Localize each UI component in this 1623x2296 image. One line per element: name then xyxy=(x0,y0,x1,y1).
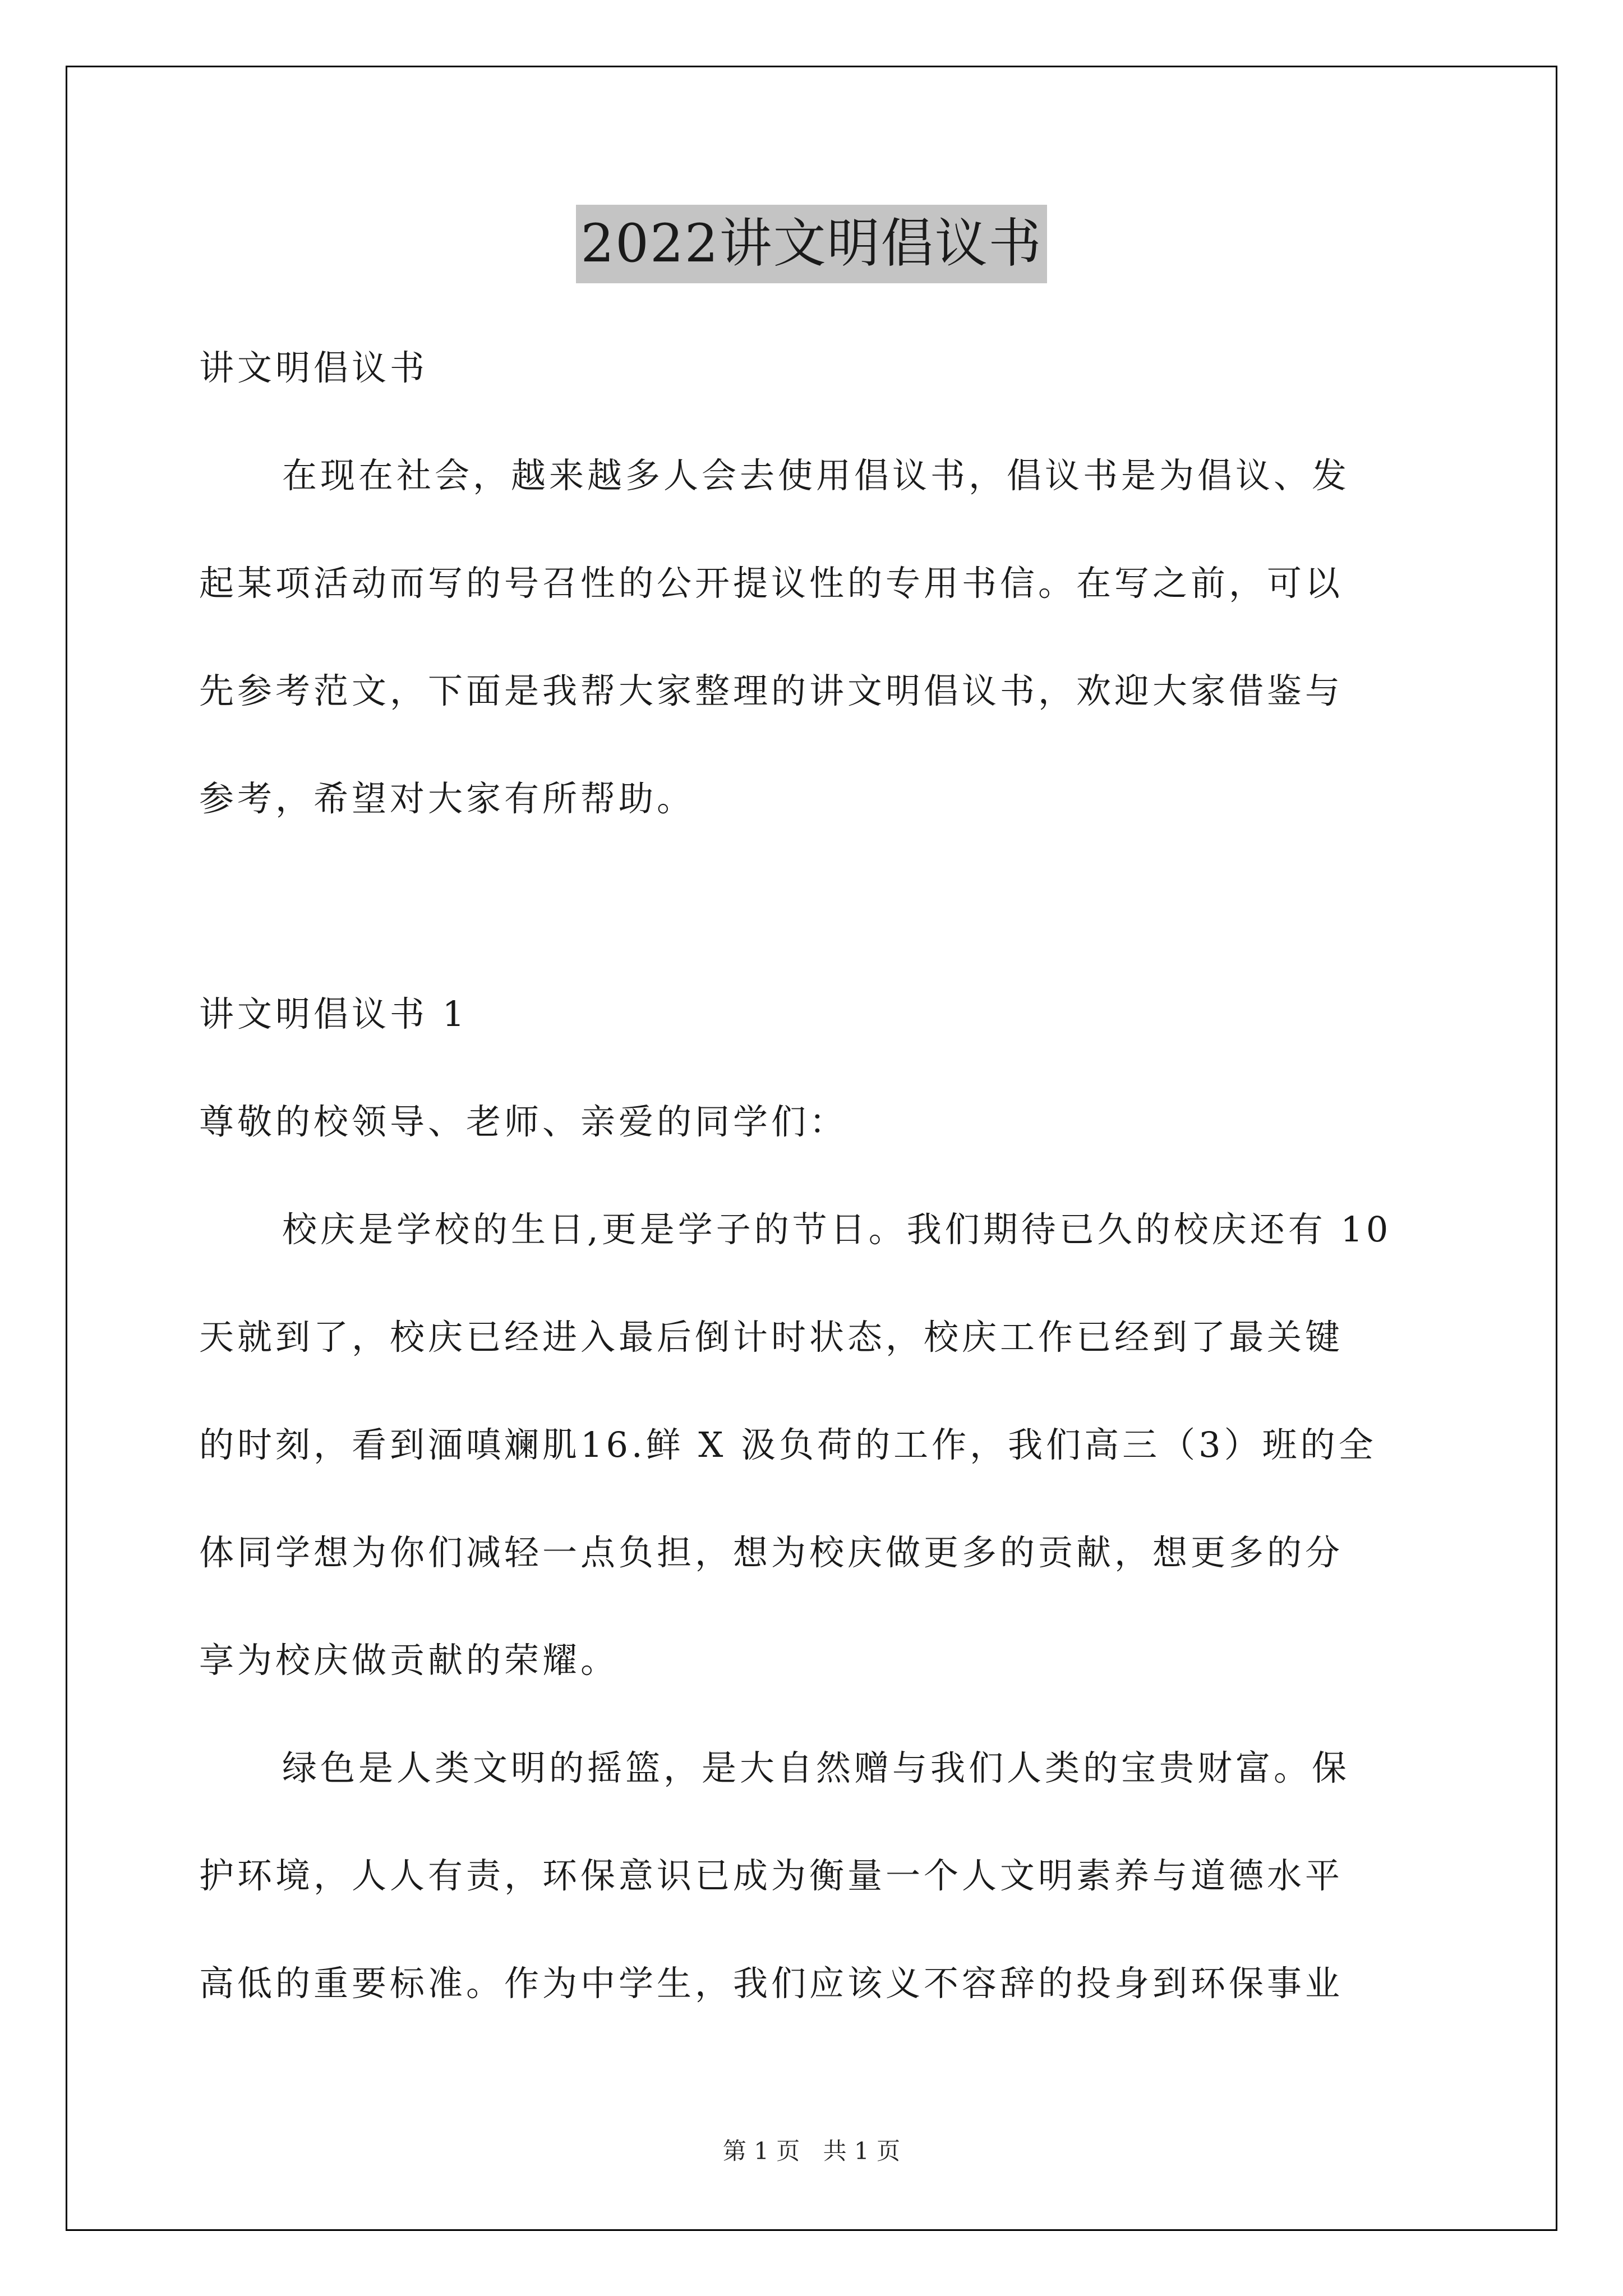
document-title: 2022讲文明倡议书 xyxy=(576,205,1046,283)
page-footer xyxy=(0,2134,1623,2168)
spacer xyxy=(199,853,1438,960)
paragraph-1-line: 体同学想为你们减轻一点负担，想为校庆做更多的贡献，想更多的分 xyxy=(199,1532,1344,1573)
salutation: 尊敬的校领导、老师、亲爱的同学们： xyxy=(199,1101,848,1142)
page-number: 第 1 页 xyxy=(722,2137,800,2165)
page-total: 共 1 页 xyxy=(823,2137,901,2165)
title-container xyxy=(0,205,1623,283)
paragraph-2-line: 护环境，人人有责，环保意识已成为衡量一个人文明素养与道德水平 xyxy=(199,1855,1344,1896)
paragraph-1-line: 享为校庆做贡献的荣耀。 xyxy=(199,1640,619,1681)
section-heading: 讲文明倡议书 1 xyxy=(199,993,468,1034)
paragraph-2-line: 绿色是人类文明的摇篮，是大自然赠与我们人类的宝贵财富。保 xyxy=(282,1747,1350,1788)
document-body xyxy=(199,314,1438,2037)
paragraph-1-line: 校庆是学校的生日,更是学子的节日。我们期待已久的校庆还有 10 xyxy=(282,1209,1392,1250)
paragraph-2-line: 高低的重要标准。作为中学生，我们应该义不容辞的投身到环保事业 xyxy=(199,1963,1344,2004)
intro-line: 先参考范文，下面是我帮大家整理的讲文明倡议书，欢迎大家借鉴与 xyxy=(199,670,1344,711)
paragraph-1-line: 天就到了，校庆已经进入最后倒计时状态，校庆工作已经到了最关键 xyxy=(199,1317,1344,1358)
paragraph-1-line: 的时刻，看到湎嗔斓肌16.鲜 X 汲负荷的工作，我们高三（3）班的全 xyxy=(199,1424,1377,1465)
heading-1: 讲文明倡议书 xyxy=(199,347,428,388)
intro-line: 起某项活动而写的号召性的公开提议性的专用书信。在写之前，可以 xyxy=(199,563,1344,604)
intro-line: 在现在社会，越来越多人会去使用倡议书，倡议书是为倡议、发 xyxy=(282,455,1350,496)
intro-line: 参考，希望对大家有所帮助。 xyxy=(199,778,695,819)
